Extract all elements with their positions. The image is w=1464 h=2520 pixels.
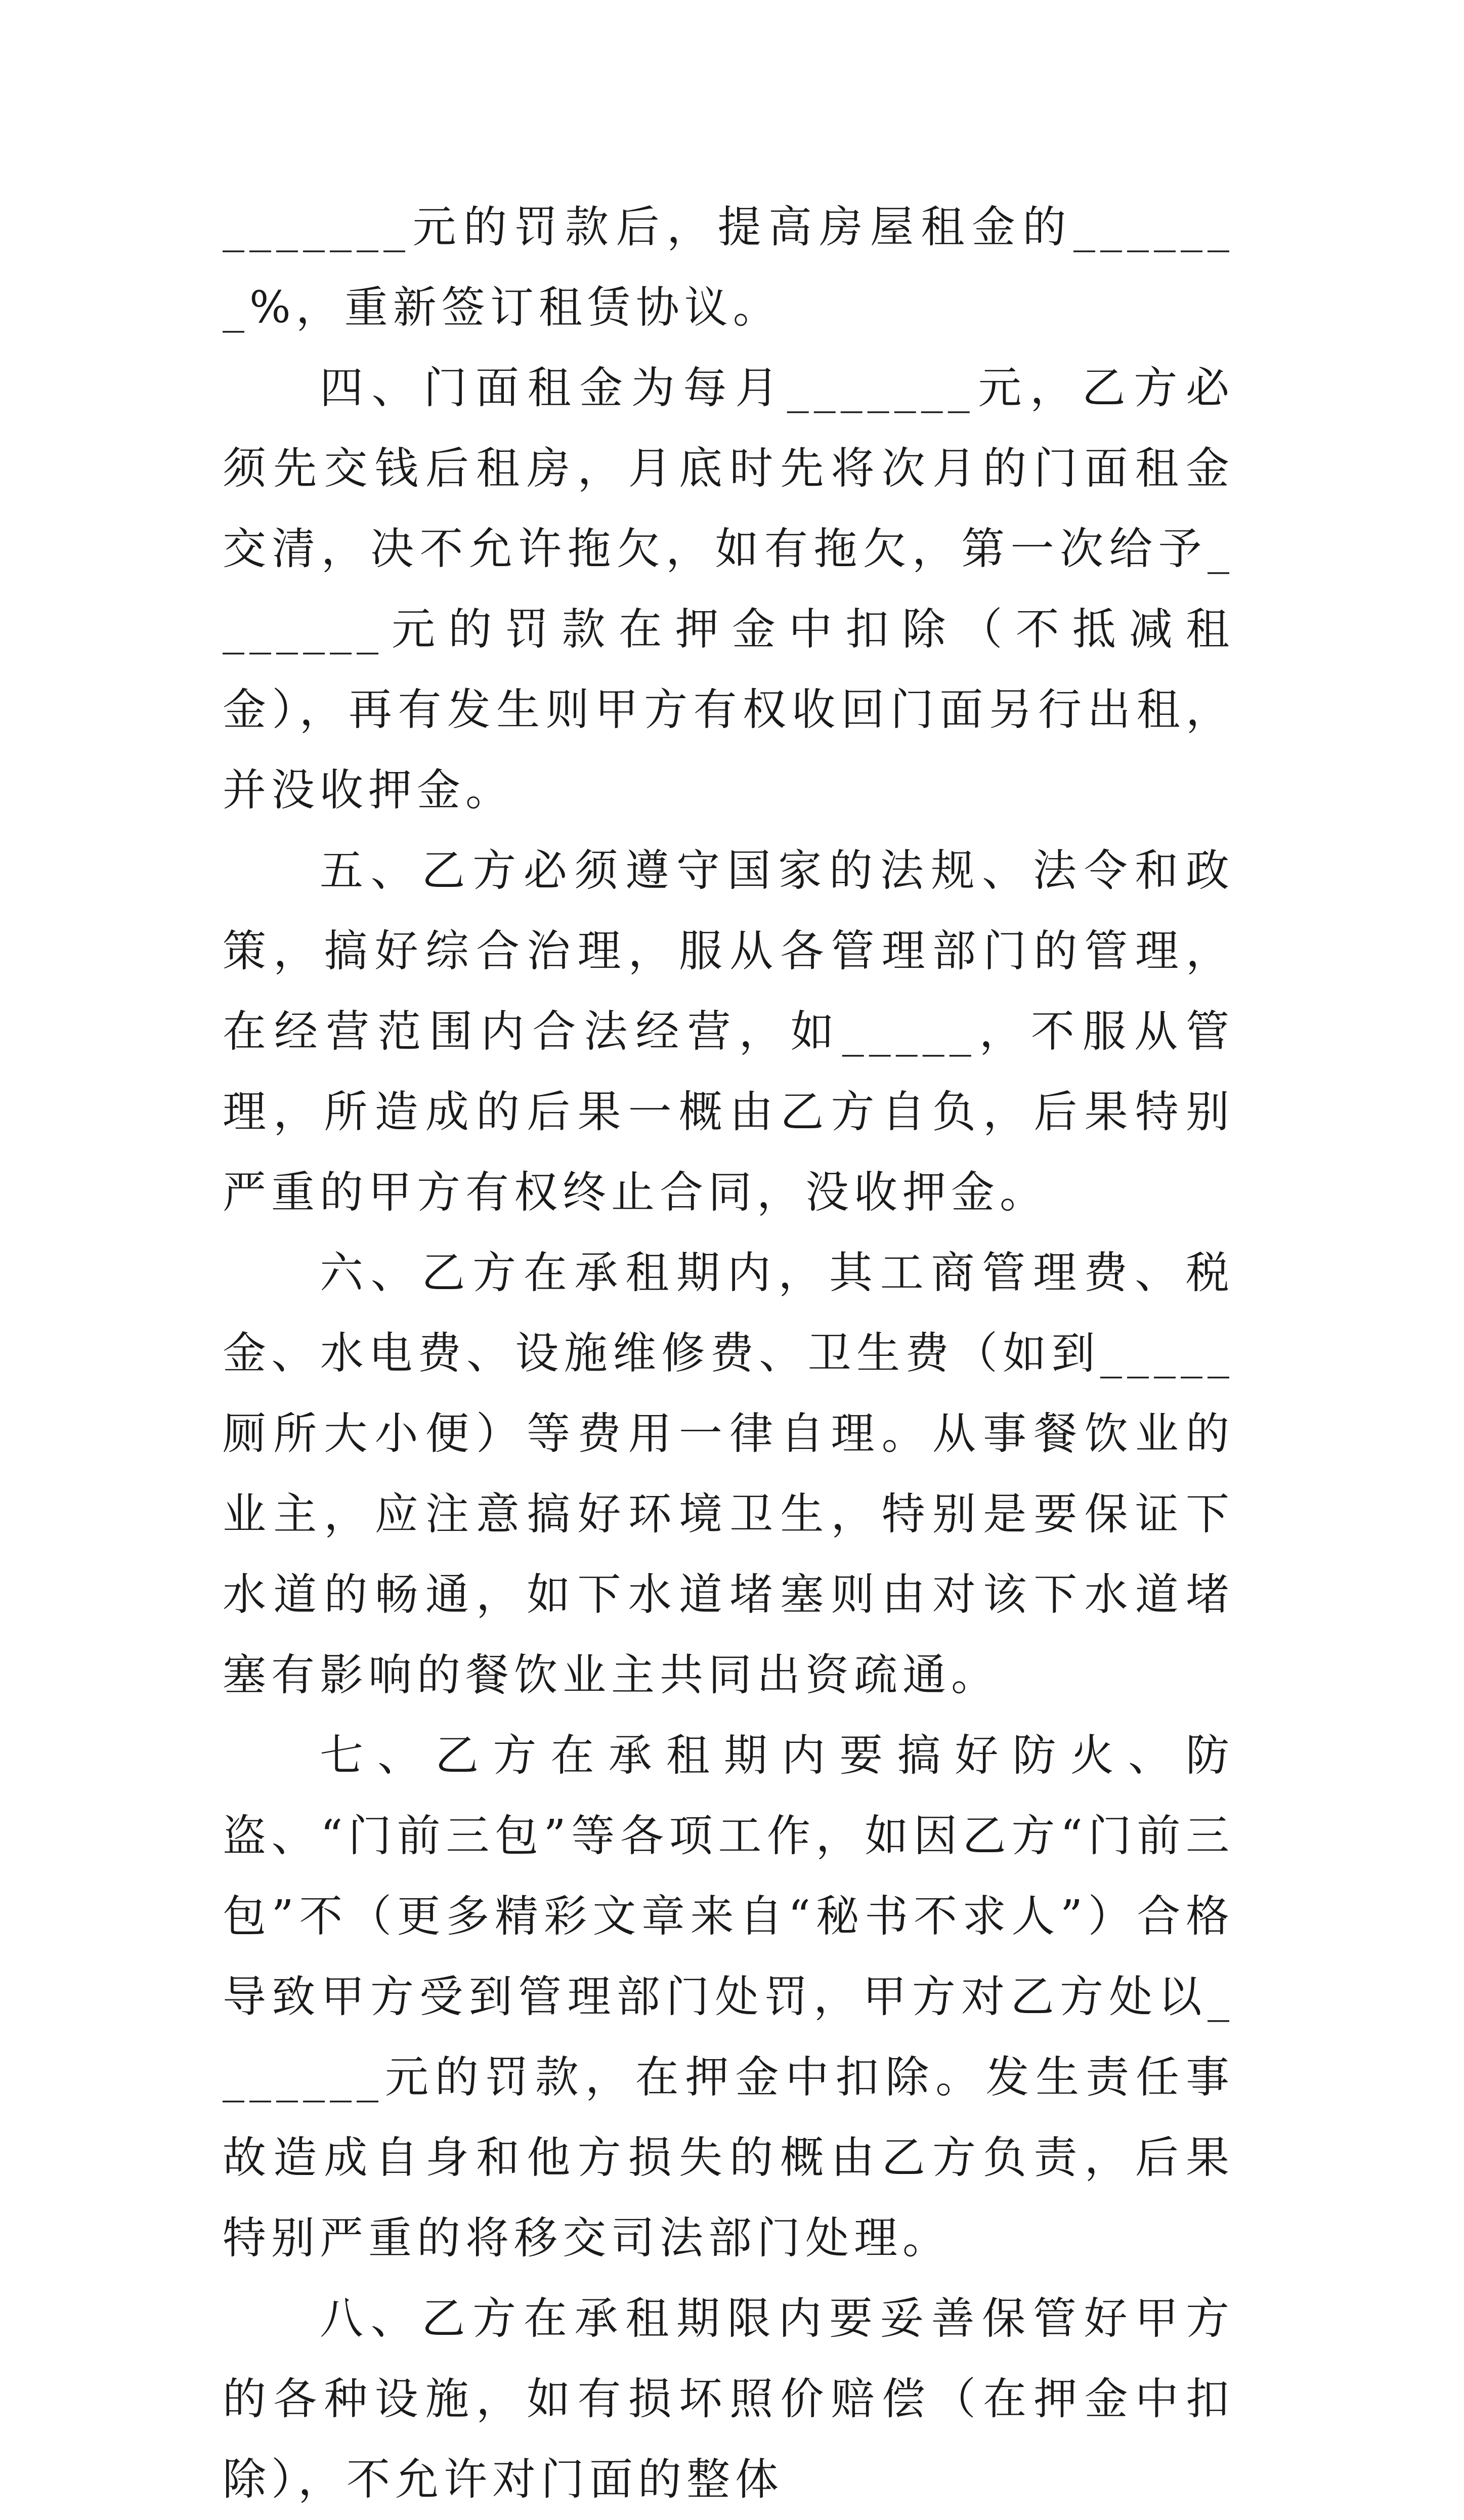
paragraph-clause-6: 六、乙方在承租期内，其工商管理费、税金、水电费、设施维修费、卫生费（如到_____厕所大小便）等费用一律自理。从事餐饮业的业主，应注意搞好环境卫生，特别是要保证下水道的畅通，如下水道堵塞则由对该下水道堵塞有影响的餐饮业主共同出资疏通。 [223,1248,1234,1700]
paragraph-clause-4: 四、门面租金为每月_______元，乙方必须先交钱后租房，月底时先将次月的门面租金交清，决不允许拖欠，如有拖欠，第一次给予_______元的罚款在押金中扣除（不抵减租金），再有发生则甲方有权收回门面另行出租，并没收押金。 [223,363,1234,816]
paragraph-clause-7: 七、乙方在承租期内要搞好防火、防盗、“门前三包”等各项工作，如因乙方“门前三包”不（更多精彩文章来自“秘书不求人”）合格导致甲方受到管理部门处罚，甲方对乙方处以_______元的罚款，在押金中扣除。发生责任事故造成自身和他方损失的概由乙方负责，后果特别严重的将移交司法部门处理。 [223,1730,1234,2263]
paragraph-clause-8: 八、乙方在承租期限内要妥善保管好甲方的各种设施，如有损坏照价赔偿（在押金中扣除），不允许对门面的整体 [223,2293,1234,2505]
contract-body [223,187,1234,2520]
paragraph-continuation: _______元的罚款后，提高房屋租金的_______%，重新签订租赁协议。 [223,202,1234,333]
paragraph-clause-5: 五、乙方必须遵守国家的法规、法令和政策，搞好综合治理，服从各管理部门的管理，在经营范围内合法经营，如_____，不服从管理，所造成的后果一概由乙方自负，后果特别严重的甲方有权终止合同，没收押金。 [223,845,1234,1218]
